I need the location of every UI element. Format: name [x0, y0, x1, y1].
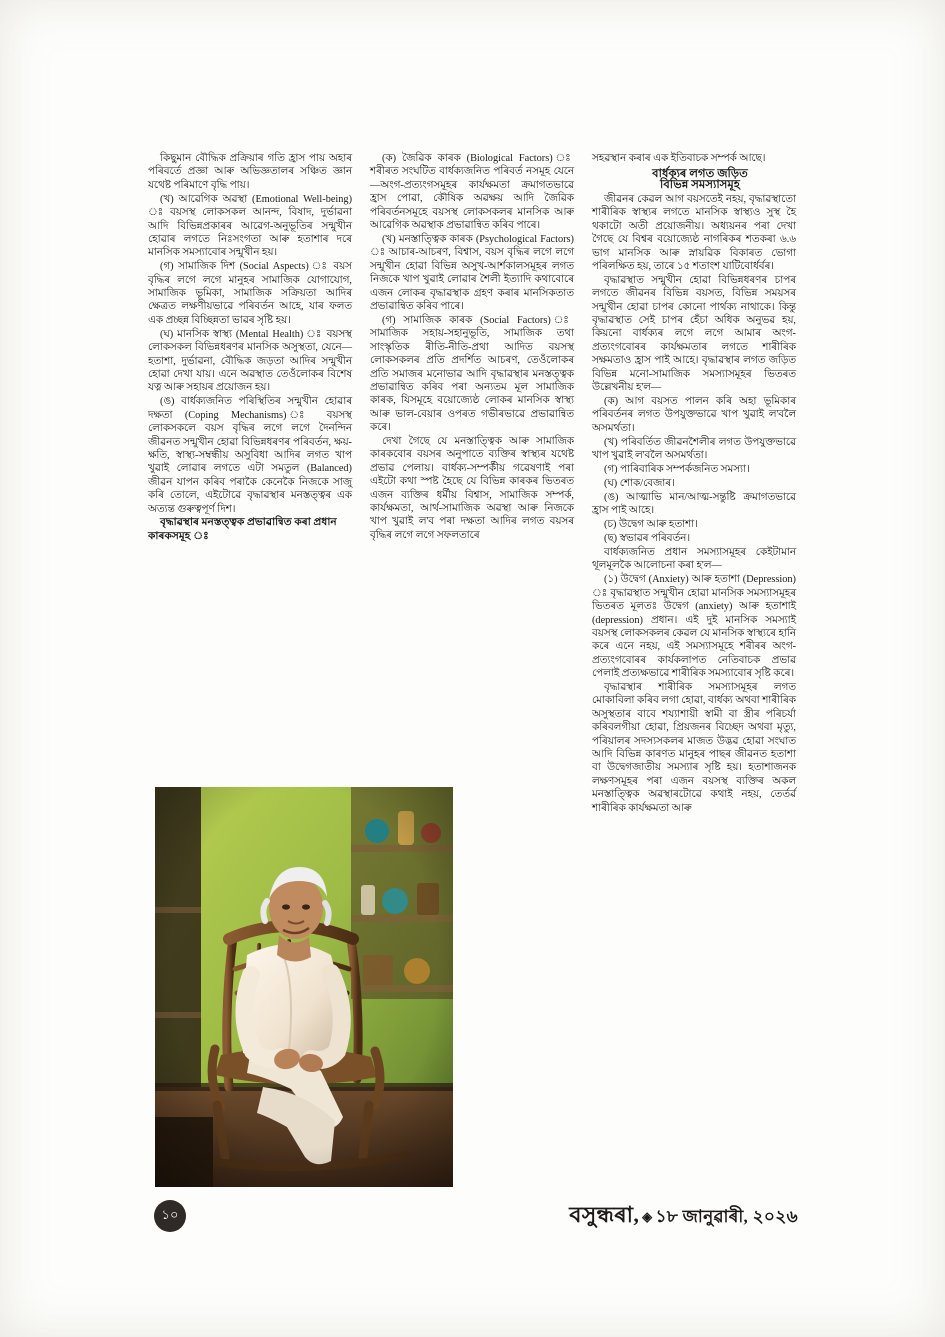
paragraph: (ঙ) বাৰ্ধক্যজনিত পৰিস্থিতিৰ সন্মুখীন হোৱাৰ দক্ষতা (Coping Mechanisms) ঃ বয়সস্থ লোকসকলে বয়স বৃদ্ধিৰ লগে লগে দৈনন্দিন জীৱনত সন্মুখীন হোৱা বিভিন্নধৰণৰ পৰিবৰ্তন, ক্ষয়-ক্ষতি, স্বাস্থ্য-সম্বন্ধীয় অসুবিধা আদিৰ লগত খাপ খুৱাই লোৱাৰ লগতে এটা সমতুল (Balanced) জীৱন যাপন কৰিব পৰাকৈ কেনেকৈ নিজকে সাজু কৰি তোলে, এইটোৱে বৃদ্ধাৱস্থাৰ মনস্তত্ত্বৰ এক অত্যন্ত গুৰুত্বপূৰ্ণ দিশ। [148, 396, 352, 515]
paragraph: বাৰ্ধক্যজনিত প্ৰধান সমস্যাসমূহৰ কেইটামান থূলমূলকৈ আলোচনা কৰা হ'ল— [592, 546, 796, 572]
paragraph: কিছুমান বৌদ্ধিক প্ৰক্ৰিয়াৰ গতি হ্ৰাস পায় অহাৰ পৰিবৰ্তে প্ৰজ্ঞা আৰু অভিজ্ঞতালৰ সঞ্চিত জ্ঞান যথেষ্ট পৰিমাণে বৃদ্ধি পায়। [148, 153, 352, 191]
paragraph: সহৱস্থান কৰাৰ এক ইতিবাচক সম্পৰ্ক আছে। [592, 153, 766, 164]
paragraph: (ঘ) মানসিক স্বাস্থ্য (Mental Health) ঃ বয়সস্থ লোকসকল বিভিন্নধৰণৰ মানসিক অসুস্থতা, যেনে— হতাশা, দুৰ্ভাৱনা, বৌদ্ধিক জড়তা আদিৰ সন্মুখীন হোৱা দেখা যায়। এনে অৱস্থাত তেওঁলোকৰ বিশেষ যত্ন আৰু সহায়ৰ প্ৰয়োজন হয়। [148, 328, 352, 394]
section-heading-line-1: বাৰ্ধক্যৰ লগত জড়িত [652, 166, 748, 180]
masthead-title: বসুন্ধৰা, [569, 1202, 640, 1227]
masthead [569, 1198, 798, 1235]
masthead-date: ১৮ জানুৱাৰী, ২০২৬ [655, 1207, 798, 1226]
paragraph: বৃদ্ধাৱস্থাৰ শাৰীৰিক সমস্যাসমূহৰ লগত মোকাবিলা কৰিব লগা হোৱা, বাৰ্ধক্য অথবা শাৰীৰিক অসুস্থতাৰ বাবে শয্যাশায়ী স্বামী বা স্ত্ৰীৰ পৰিচৰ্যা কৰিবলগীয়া হোৱা, প্ৰিয়জনৰ বিচ্ছেদ অথবা মৃত্যু, পৰিয়ালৰ সদস্যসকলৰ মাজত উদ্ভৱ হোৱা সংঘাত আদি বিভিন্ন কাৰণত মানুহৰ পাছৰ জীৱনত হতাশা বা উদ্বেগজাতীয় সমস্যাৰ সৃষ্টি হয়। হতাশাজনক লক্ষণসমূহৰ পৰা এজন বয়সস্থ ব্যক্তিৰ অকল মনস্তাত্ত্বিক অৱস্থাৰটোৱে কথাই নহয়, তেৰ্তৰ্ৱ শাৰীৰিক কাৰ্যক্ষমতা আৰু [592, 682, 796, 814]
elderly-man-in-rocking-chair-photo [155, 787, 453, 1187]
page-footer [148, 1196, 798, 1240]
paragraph: (খ) মনস্তাত্ত্বিক কাৰক (Psychological Factors) ঃ আচাৰ-আচৰণ, বিশ্বাস, বয়স বৃদ্ধিৰ লগে লগে সন্মুখীন হোৱা বিভিন্ন অসুখ-আৰ্শকালসমূহৰ লগত নিজকে খাপ খুৱাই লোৱাৰ শৈলী ইত্যাদি কথাবোৰে এজন লোকৰ বৃদ্ধাৱস্থাক গ্ৰহণ কৰাৰ মানসিকতাত প্ৰভাৱান্বিত কৰিব পাৰে। [370, 233, 574, 312]
column-three [592, 152, 796, 1207]
paragraph: (ঙ) আত্মাভি মান/আত্ম-সন্তুষ্টি ক্ৰমাগতভাৱে হ্ৰাস পাই আহে। [592, 491, 796, 517]
paragraph: (ছ) স্বভাৱৰ পৰিবৰ্তন। [604, 533, 691, 545]
section-subheading: বৃদ্ধাৱস্থাৰ মনস্তত্ত্বক প্ৰভাৱান্বিত কৰা প্ৰধান কাৰকসমূহ ঃ [148, 517, 337, 543]
diamond-icon: ◈ [642, 1208, 653, 1224]
paragraph: (১) উদ্বেগ (Anxiety) আৰু হতাশা (Depression) ঃ বৃদ্ধাৱস্থাত সন্মুখীন হোৱা মানসিক সমস্যাসমূহৰ ভিতৰত মূলতঃ উদ্বেগ (anxiety) আৰু হতাশাই (depression) প্ৰধান। এই দুই মানসিক সমস্যাই বয়সস্থ লোকসকলৰ কেৱল যে মানসিক স্বাস্থ্যৰে হানি কৰে এনে নহয়, এই সমস্যাসমূহে শৰীৰৰ অংগ-প্ৰত্যংগবোৰৰ কাৰ্যকলাপত নেতিবাচক প্ৰভাৱ পেলাই প্ৰত্যক্ষভাৱে শাৰীৰিক সমস্যাবোৰ সৃষ্টি কৰে। [592, 574, 796, 680]
paragraph: (গ) সামাজিক দিশ (Social Aspects) ঃ বয়স বৃদ্ধিৰ লগে লগে মানুহৰ সামাজিক যোগাযোগ, সামাজিক ভূমিকা, সামাজিক সক্ৰিয়তা আদিৰ ক্ষেত্ৰত লক্ষণীয়ভাৱে পৰিবৰ্তন আহে, যাৰ ফলত এক প্ৰচ্ছন্ন বিচ্ছিন্নতা ভাৱৰ সৃষ্টি হয়। [148, 261, 352, 326]
paragraph: (খ) আৱেগিক অৱস্থা (Emotional Well-being) ঃ বয়সস্থ লোকসকল আনন্দ, বিষাদ, দুৰ্ভাৱনা আদি বিভিন্নপ্ৰকাৰৰ আৱেগ-অনুভূতিৰ সন্মুখীন হোৱাৰ লগতে নিঃসংগতা আৰু হতাশাৰ দৰে মানসিক সমস্যাবোৰ সন্মুখীন হয়। [148, 193, 352, 259]
paragraph: (চ) উদ্বেগ আৰু হতাশা। [604, 519, 698, 531]
paragraph: (গ) পাৰিবাৰিক সম্পৰ্কজনিত সমস্যা। [604, 464, 750, 476]
paragraph: (ক) জৈৱিক কাৰক (Biological Factors) ঃ শৰীৰত সংঘটিত বাৰ্ধক্যজনিত পৰিবৰ্ত নসমূহ যেনে—অংগ-প্ৰত্যংগসমূহৰ কাৰ্যক্ষমতা ক্ৰমাগতভাৱে হ্ৰাস পোৱা, কৌষিক অৱক্ষয় আদি জৈৱিক পৰিবৰ্তনসমূহে বয়সস্থ লোকসকলৰ মানসিক আৰু আৱেগিক অৱস্থাক প্ৰভাৱান্বিত কৰিব পাৰে। [370, 153, 574, 232]
page-number: ১০ [154, 1200, 186, 1232]
paragraph: (গ) সামাজিক কাৰক (Social Factors) ঃ সামাজিক সহায়-সহানুভূতি, সামাজিক তথা সাংস্কৃতিক ৰীতি-নীতি-প্ৰথা আদিত বয়সস্থ লোকসকলৰ প্ৰতি প্ৰদৰ্শিত আচৰণ, তেওঁলোকৰ প্ৰতি সমাজৰ মনোভাৱ আদি বৃদ্ধাৱস্থাৰ মনস্তত্ত্বক প্ৰভাৱান্বিত কৰিব পৰা অন্যতম মূল সামাজিক কাৰক, যিসমূহে বয়োজ্যেষ্ঠ লোকৰ মানসিক স্বাস্থ্য আৰু ভাল-বেয়াৰ ওপৰত গভীৰভাৱে প্ৰভাৱান্বিত কৰে। [370, 314, 574, 434]
paragraph: (খ) পৰিবৰ্তিত জীৱনশৈলীৰ লগত উপযুক্তভাৱে খাপ খুৱাই ল'বলৈ অসমৰ্থতা। [592, 436, 796, 462]
section-heading-line-2: বিভিন্ন সমস্যাসমূহ [660, 178, 740, 192]
paragraph: (ঘ) শোক/বেজাৰ। [604, 477, 675, 489]
paragraph: জীৱনৰ কেৱল আগ বয়সতেই নহয়, বৃদ্ধাৱস্থাতো শাৰীৰিক স্বাস্থ্যৰ লগতে মানসিক স্বাস্থ্যও সুস্থ হৈ থকাটো অতী প্ৰয়োজনীয়। অধ্যয়নৰ পৰা দেখা গৈছে যে বিশ্বৰ বয়োজ্যেষ্ঠ নাগৰিকৰ শতকৰা ৬.৬ ভাগ মানসিক আৰু স্নায়ৱিক বিকাৰত ভোগা পৰিলক্ষিত হয়, তাৰে ১৫ শতাংশ যাটিবোৰ্ধৰ্বৰ। [592, 193, 796, 272]
paragraph: দেখা গৈছে যে মনস্তাত্ত্বিক আৰু সামাজিক কাৰকবোৰ বয়সৰ অনুপাতে ব্যক্তিৰ স্বাস্থ্যৰ যথেষ্ট প্ৰভাৱ পেলায়। বাৰ্ধক্য-সম্পৰ্কীয় গৱেষণাই পৰা এইটো কথা স্পষ্ট হৈছে যে বিভিন্ন কাৰকৰ ভিতৰত এজন ব্যক্তিৰ ধৰ্মীয় বিশ্বাস, সামাজিক সম্পৰ্ক, কাৰ্যক্ষমতা, আৰ্থ-সামাজিক অৱস্থা আৰু নিজকে খাপ খুৱাই ল'ব পৰা দক্ষতা আদিৰ লগত বয়সৰ বৃদ্ধিৰ লগে লগে সফলতাৰে [370, 436, 574, 541]
paragraph: (ক) আগ বয়সত পালন কৰি অহা ভূমিকাৰ পৰিবৰ্তনৰ লগত উপযুক্তভাৱে খাপ খুৱাই ল'বলৈ অসমৰ্থতা। [592, 396, 796, 434]
paragraph: বৃদ্ধাৱস্থাত সন্মুখীন হোৱা বিভিন্নধৰণৰ চাপৰ লগতে জীৱনৰ বিভিন্ন বয়সত, বিভিন্ন সময়সৰ সন্মুখীন হোৱা চাপৰ কোনো পাৰ্থক্য নাথাকে। কিন্তু বৃদ্ধাৱস্থাত সেই চাপৰ হেঁচা অধিক অনুভৱ হয়, কিয়নো বাৰ্ধক্যৰ লগে লগে আমাৰ অংগ-প্ৰত্যংগবোৰৰ কাৰ্যক্ষমতাৰ লগতে শাৰীৰিক সক্ষমতাও হ্ৰাস পাই আহে। বৃদ্ধাৱস্থাৰ লগত জড়িত বিভিন্ন মনো-সামাজিক সমস্যাসমূহৰ ভিতৰত উল্লেখনীয় হ'ল— [592, 274, 796, 394]
